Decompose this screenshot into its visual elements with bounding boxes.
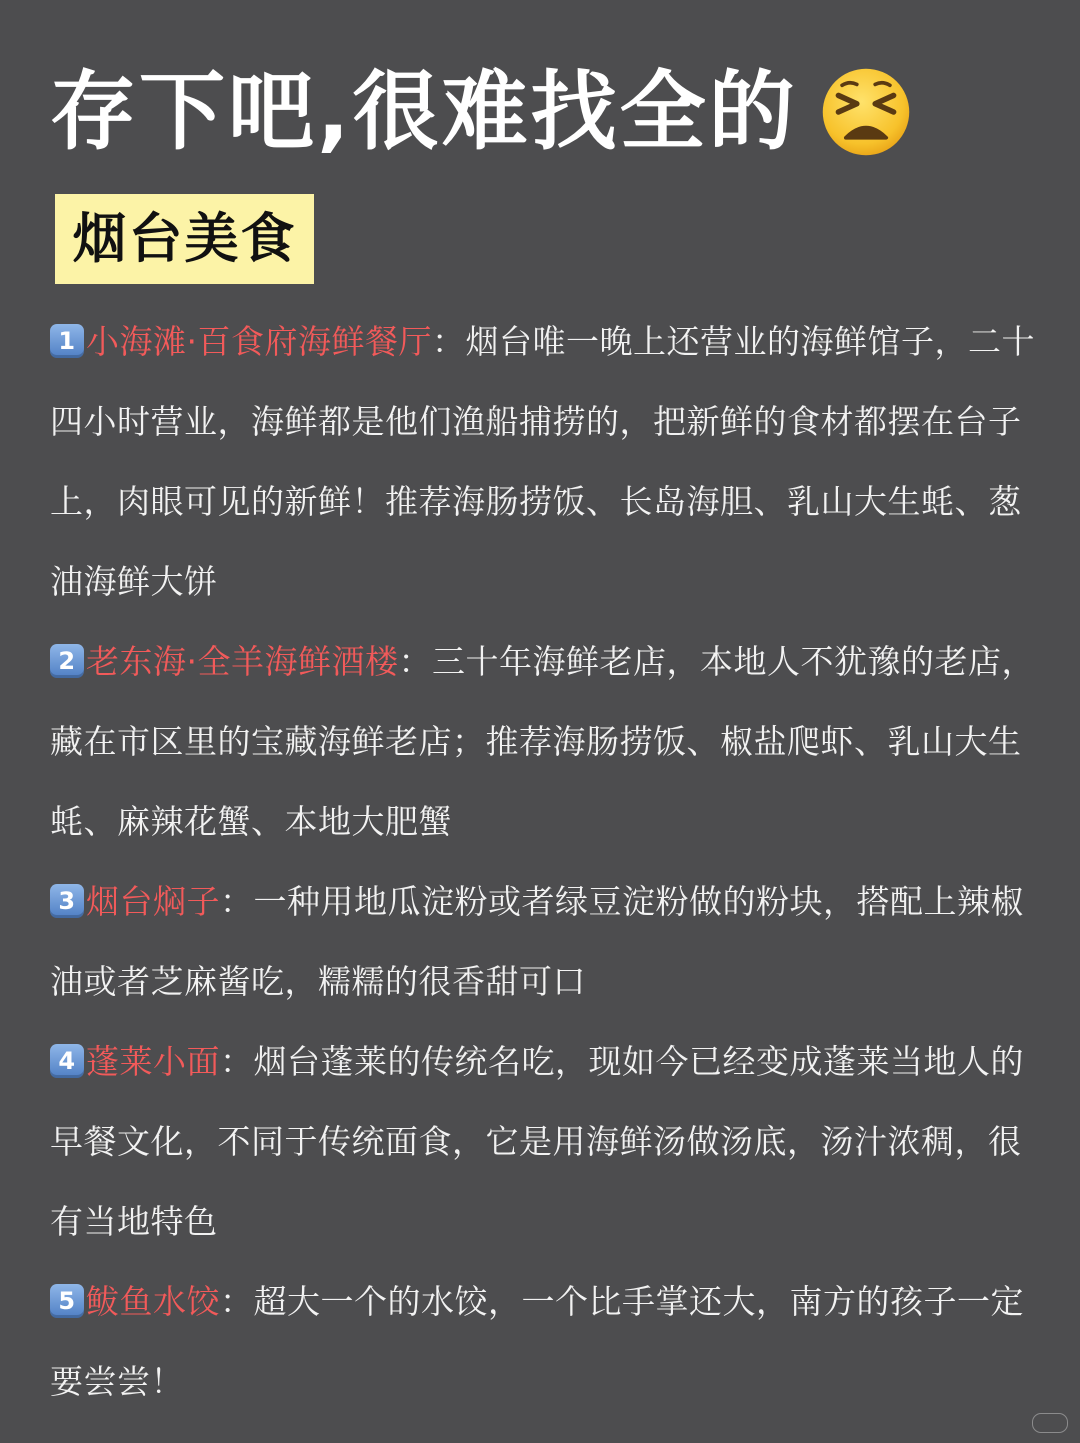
title-row [50, 52, 912, 172]
food-name: 小海滩·百食府海鲜餐厅 [86, 322, 432, 361]
food-description: ：超大一个的水饺，一个比手掌还大，南方的孩子一定要尝尝！ [50, 1282, 1024, 1401]
food-list [50, 302, 1040, 1422]
food-name: 蓬莱小面 [86, 1042, 220, 1081]
food-description: ：三十年海鲜老店，本地人不犹豫的老店，藏在市区里的宝藏海鲜老店；推荐海肠捞饭、椒盐爬虾、乳山大生蚝、麻辣花蟹、本地大肥蟹 [50, 642, 1035, 841]
number-badge: 5 [50, 1284, 84, 1318]
food-description: ：一种用地瓜淀粉或者绿豆淀粉做的粉块，搭配上辣椒油或者芝麻酱吃，糯糯的很香甜可口 [50, 882, 1024, 1001]
food-name: 鲅鱼水饺 [86, 1282, 220, 1321]
food-entry [50, 622, 1040, 862]
category-tag: 烟台美食 [55, 194, 314, 284]
food-name: 烟台焖子 [86, 882, 220, 921]
food-name: 老东海·全羊海鲜酒楼 [86, 642, 399, 681]
number-badge: 4 [50, 1044, 84, 1078]
number-badge: 3 [50, 884, 84, 918]
watermark-logo [1032, 1413, 1068, 1433]
number-badge: 2 [50, 644, 84, 678]
persevering-face-icon [820, 66, 912, 158]
food-entry [50, 1022, 1040, 1262]
food-entry [50, 1262, 1040, 1422]
food-description: ：烟台蓬莱的传统名吃，现如今已经变成蓬莱当地人的早餐文化，不同于传统面食，它是用海鲜汤做汤底，汤汁浓稠，很有当地特色 [50, 1042, 1024, 1241]
food-entry [50, 862, 1040, 1022]
food-entry [50, 302, 1040, 622]
page-title: 存下吧,很难找全的 [50, 62, 798, 162]
food-description: ：烟台唯一晚上还营业的海鲜馆子，二十四小时营业，海鲜都是他们渔船捕捞的，把新鲜的食材都摆在台子上，肉眼可见的新鲜！推荐海肠捞饭、长岛海胆、乳山大生蚝、葱油海鲜大饼 [50, 322, 1035, 601]
number-badge: 1 [50, 324, 84, 358]
